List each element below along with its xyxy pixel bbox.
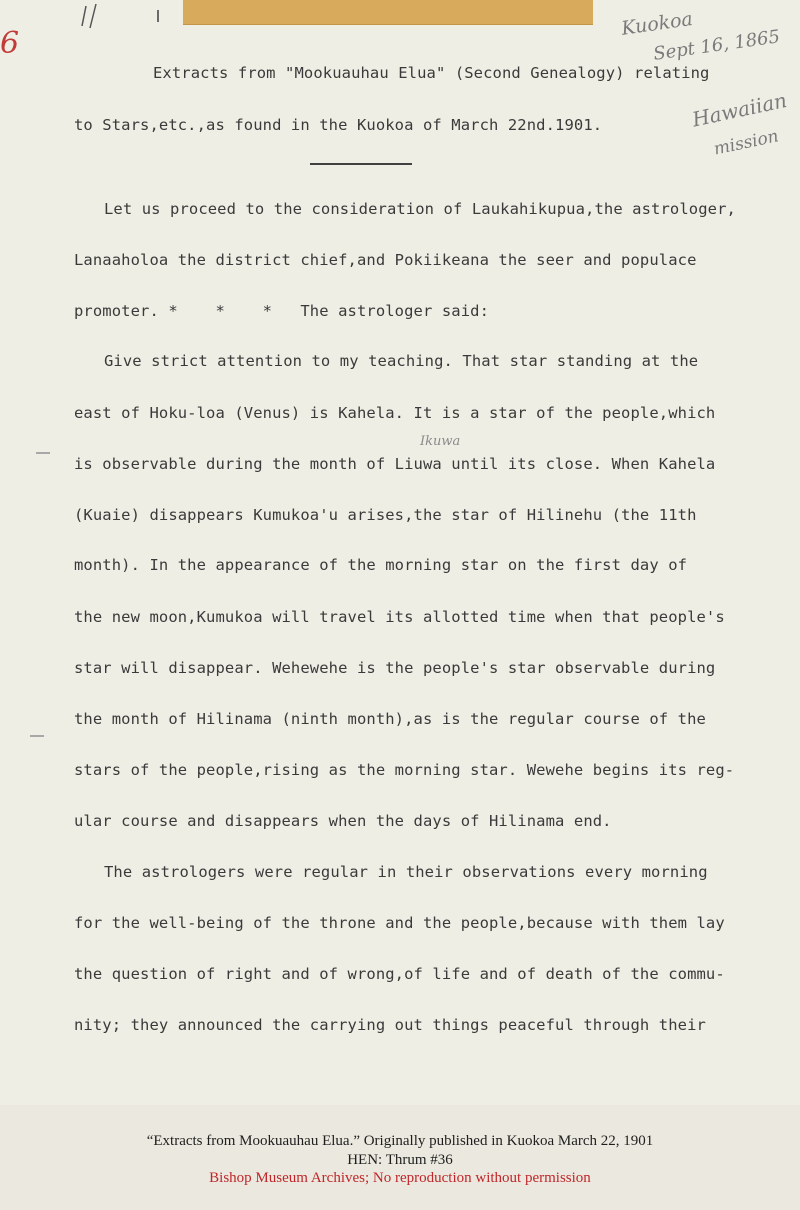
archive-caption: [0, 1105, 800, 1210]
text-line: month). In the appearance of the morning star on the first day of: [74, 556, 688, 574]
heading-line: to Stars,etc.,as found in the Kuokoa of March 22nd.1901.: [74, 116, 603, 134]
paper-tab: [183, 0, 593, 25]
text-line: Lanaaholoa the district chief,and Pokiikeana the seer and populace: [74, 251, 697, 269]
caption-rights-notice: Bishop Museum Archives; No reproduction without permission: [209, 1170, 591, 1186]
handwritten-interlinear-correction: Ikuwa: [420, 434, 461, 449]
heading-line: Extracts from "Mookuauhau Elua" (Second Genealogy) relating: [153, 64, 710, 82]
handwritten-note-side-2: mission: [712, 126, 781, 160]
text-line: promoter. * * * The astrologer said:: [74, 302, 489, 320]
text-line: nity; they announced the carrying out things peaceful through their: [74, 1016, 706, 1034]
margin-mark: [36, 452, 50, 454]
caption-citation: “Extracts from Mookuauhau Elua.” Originally published in Kuokoa March 22, 1901: [146, 1133, 654, 1149]
text-line: for the well-being of the throne and the people,because with them lay: [74, 914, 725, 932]
handwritten-note-source: Kuokoa: [620, 8, 695, 40]
heading-rule: [310, 163, 412, 165]
text-line: the month of Hilinama (ninth month),as is the regular course of the: [74, 710, 706, 728]
pencil-tick-mark: [157, 10, 159, 22]
text-line: east of Hoku-loa (Venus) is Kahela. It is a star of the people,which: [74, 404, 716, 422]
text-line: the new moon,Kumukoa will travel its allotted time when that people's: [74, 608, 725, 626]
text-line: ular course and disappears when the days of Hilinama end.: [74, 812, 612, 830]
margin-mark: [30, 735, 44, 737]
text-line: stars of the people,rising as the morning star. Wewehe begins its reg-: [74, 761, 735, 779]
caption-collection: HEN: Thrum #36: [347, 1152, 453, 1168]
text-line: is observable during the month of Liuwa until its close. When Kahela: [74, 455, 716, 473]
text-line: Let us proceed to the consideration of Laukahikupua,the astrologer,: [104, 200, 736, 218]
text-line: The astrologers were regular in their observations every morning: [104, 863, 708, 881]
pencil-slash-marks: [80, 2, 102, 30]
handwritten-note-date: Sept 16, 1865: [652, 26, 782, 65]
text-line: star will disappear. Wehewehe is the people's star observable during: [74, 659, 716, 677]
handwritten-note-side-1: Hawaiian: [690, 88, 789, 132]
text-line: the question of right and of wrong,of life and of death of the commu-: [74, 965, 725, 983]
text-line: Give strict attention to my teaching. That star standing at the: [104, 352, 699, 370]
text-line: (Kuaie) disappears Kumukoa'u arises,the star of Hilinehu (the 11th: [74, 506, 697, 524]
red-page-number-fragment: 6: [0, 26, 20, 61]
